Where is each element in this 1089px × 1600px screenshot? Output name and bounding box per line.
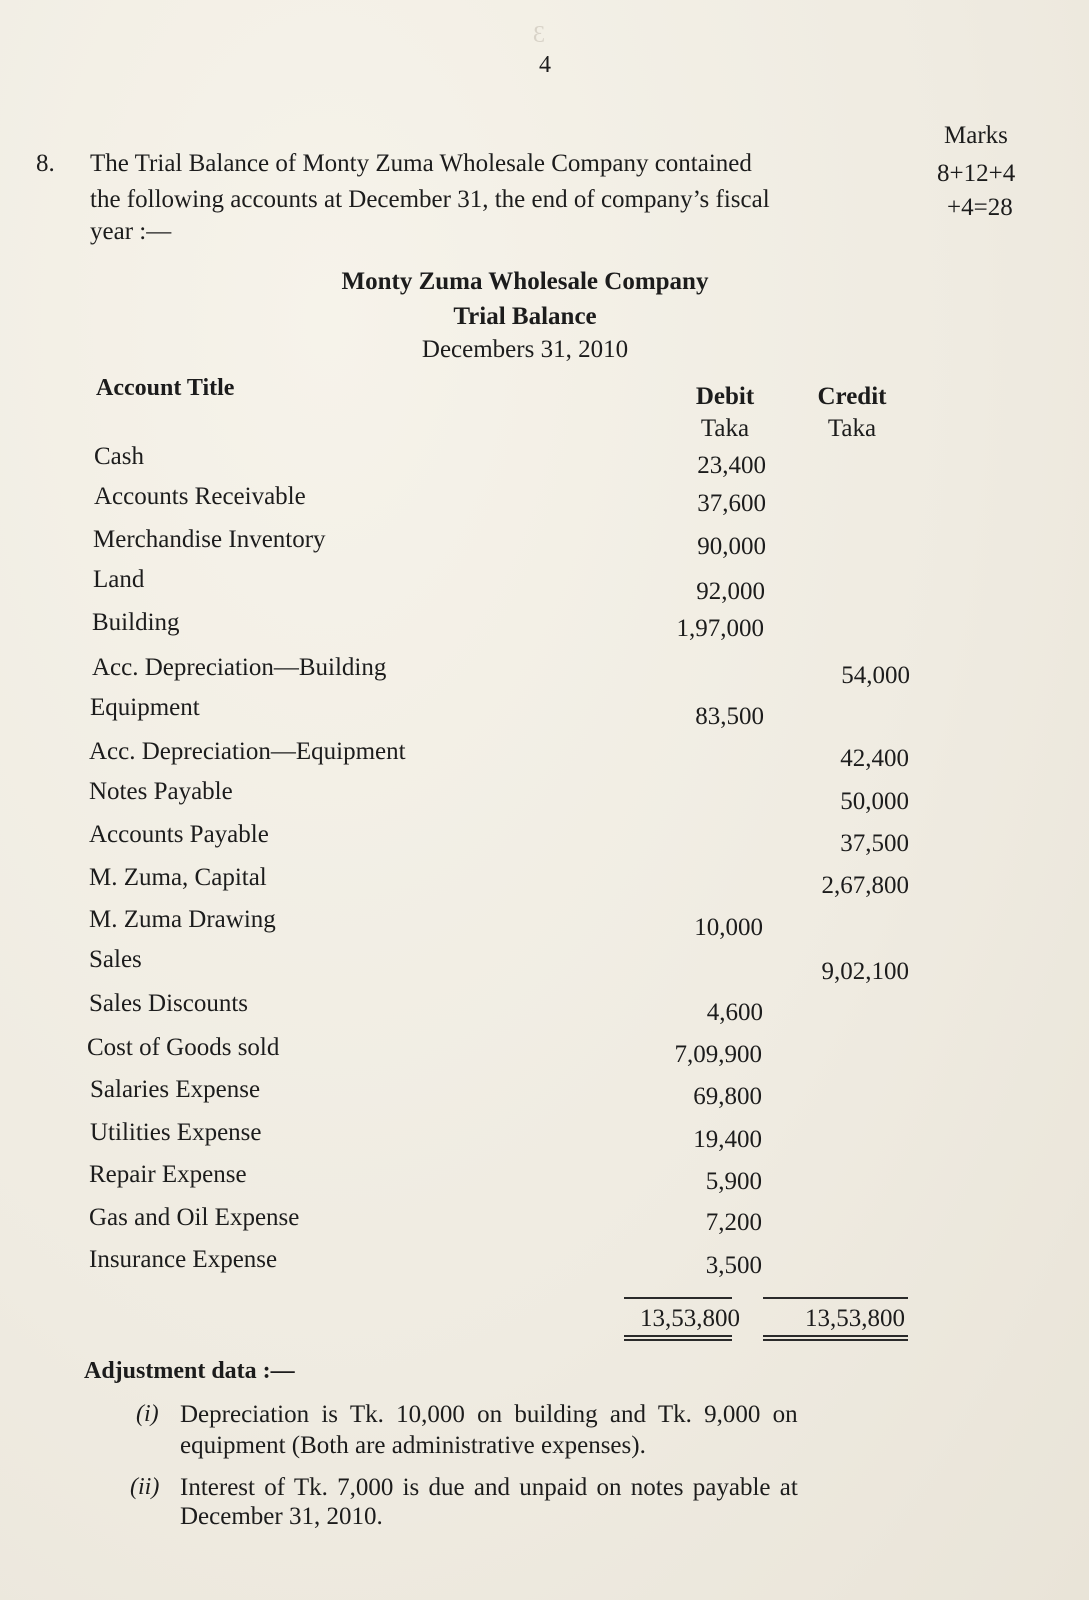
row-credit: 54,000 — [841, 662, 910, 689]
row-title: Insurance Expense — [89, 1246, 278, 1273]
adjustment-heading: Adjustment data :— — [84, 1358, 295, 1384]
row-title: Sales — [89, 946, 142, 973]
subtotal-rule-debit — [624, 1297, 732, 1299]
row-debit: 1,97,000 — [676, 615, 764, 642]
row-title: Building — [92, 609, 180, 636]
row-credit: 2,67,800 — [821, 872, 909, 899]
row-debit: 19,400 — [693, 1126, 762, 1153]
row-title: Salaries Expense — [90, 1076, 261, 1103]
row-debit: 69,800 — [693, 1083, 762, 1110]
total-credit: 13,53,800 — [805, 1305, 905, 1332]
row-title: Cash — [94, 443, 144, 470]
row-debit: 5,900 — [705, 1168, 762, 1195]
row-credit: 42,400 — [840, 745, 909, 772]
header-debit-unit: Taka — [700, 415, 750, 442]
marks-label: Marks — [944, 122, 1008, 149]
total-double-rule-debit — [624, 1335, 732, 1341]
question-number: 8. — [36, 150, 55, 177]
row-debit: 90,000 — [697, 533, 766, 560]
row-debit: 7,200 — [705, 1209, 762, 1236]
question-text-line: the following accounts at December 31, the end of company’s fiscal — [90, 186, 770, 213]
row-title: Gas and Oil Expense — [89, 1204, 300, 1231]
row-debit: 23,400 — [697, 452, 766, 479]
row-debit: 7,09,900 — [674, 1041, 762, 1068]
statement-date: Decembers 31, 2010 — [421, 336, 629, 363]
question-text-line: The Trial Balance of Monty Zuma Wholesale Company contained — [90, 150, 752, 177]
row-title: Notes Payable — [89, 778, 233, 805]
company-name: Monty Zuma Wholesale Company — [341, 268, 709, 295]
row-title: Accounts Receivable — [94, 483, 306, 510]
marks-value: 8+12+4 — [937, 160, 1016, 187]
row-debit: 10,000 — [694, 914, 763, 941]
row-title: Accounts Payable — [89, 821, 269, 848]
row-credit: 9,02,100 — [821, 958, 909, 985]
page-number: 4 — [539, 52, 551, 78]
ghost-page-number: 3 — [533, 22, 545, 48]
adjustment-number: (i) — [136, 1401, 159, 1427]
question-text-line: year :— — [90, 218, 172, 245]
row-title: Sales Discounts — [89, 990, 249, 1017]
row-debit: 37,600 — [697, 490, 766, 517]
row-title: Acc. Depreciation—Equipment — [89, 738, 406, 765]
adjustment-text-line: December 31, 2010. — [180, 1503, 383, 1530]
row-debit: 83,500 — [695, 703, 764, 730]
statement-title: Trial Balance — [453, 303, 597, 330]
total-double-rule-credit — [763, 1335, 908, 1341]
header-debit: Debit — [695, 383, 755, 410]
row-title: Land — [93, 566, 145, 593]
row-debit: 92,000 — [696, 578, 765, 605]
subtotal-rule-credit — [763, 1297, 908, 1299]
row-title: Utilities Expense — [90, 1119, 262, 1146]
adjustment-number: (ii) — [130, 1474, 160, 1500]
row-debit: 3,500 — [705, 1252, 762, 1279]
total-debit: 13,53,800 — [640, 1305, 740, 1332]
row-title: M. Zuma Drawing — [89, 906, 276, 933]
row-credit: 50,000 — [840, 788, 909, 815]
row-title: Repair Expense — [89, 1161, 247, 1188]
adjustment-text-line: Depreciation is Tk. 10,000 on building and Tk. 9,000 on — [180, 1401, 798, 1428]
row-title: Equipment — [90, 694, 200, 721]
header-credit: Credit — [817, 383, 887, 410]
row-title: Merchandise Inventory — [93, 526, 326, 553]
adjustment-text-line: equipment (Both are administrative expenses). — [180, 1432, 646, 1459]
row-credit: 37,500 — [840, 830, 909, 857]
header-credit-unit: Taka — [827, 415, 877, 442]
row-title: Acc. Depreciation—Building — [92, 654, 387, 681]
row-title: Cost of Goods sold — [87, 1034, 280, 1061]
row-title: M. Zuma, Capital — [89, 864, 267, 891]
row-debit: 4,600 — [706, 999, 763, 1026]
header-account-title: Account Title — [96, 375, 235, 401]
adjustment-text-line: Interest of Tk. 7,000 is due and unpaid on notes payable at — [180, 1474, 798, 1501]
marks-value: +4=28 — [947, 194, 1013, 221]
